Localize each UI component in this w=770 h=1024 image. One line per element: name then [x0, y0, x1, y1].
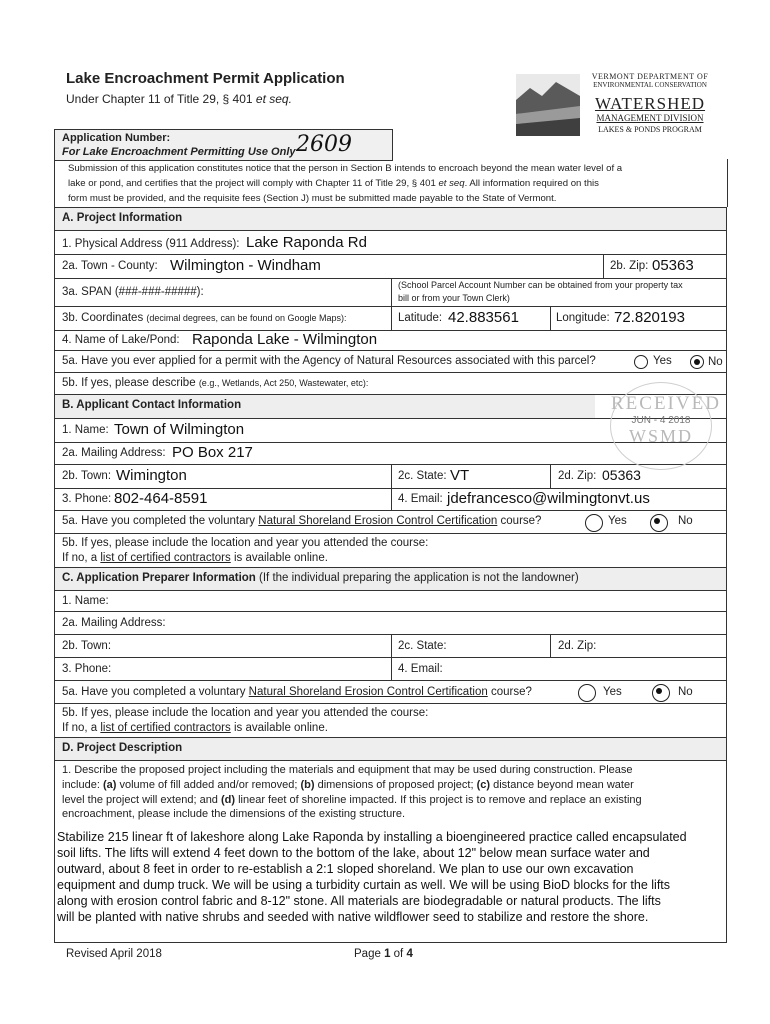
- applicant-email-label: 4. Email:: [398, 493, 443, 505]
- lake-name-value: Raponda Lake - Wilmington: [192, 331, 378, 348]
- preparer-mail-label: 2a. Mailing Address:: [62, 617, 166, 629]
- applicant-state-label: 2c. State:: [398, 470, 447, 482]
- page-number: Page 1 of 4: [354, 948, 413, 960]
- form-title: Lake Encroachment Permit Application: [66, 70, 345, 87]
- received-stamp: RECEIVED JUN - 4 2018 WSMD: [610, 382, 712, 470]
- contractors-link[interactable]: list of certified contractors: [100, 552, 231, 564]
- preparer-certification-yes-label: Yes: [603, 686, 622, 698]
- applicant-certification-no-radio[interactable]: [650, 514, 668, 532]
- coordinates-label: 3b. Coordinates (decimal degrees, can be found on Google Maps):: [62, 312, 347, 324]
- section-b-heading: B. Applicant Contact Information: [62, 399, 242, 411]
- preparer-certification-question: 5a. Have you completed a voluntary Natural Shoreland Erosion Control Certification course?: [62, 686, 532, 698]
- applicant-zip-label: 2d. Zip:: [558, 470, 597, 482]
- anr-permit-no-label: No: [708, 356, 723, 368]
- logo-line-1: VERMONT DEPARTMENT OF: [591, 72, 709, 81]
- preparer-contractors-link[interactable]: list of certified contractors: [100, 722, 231, 734]
- preparer-name-label: 1. Name:: [62, 595, 109, 607]
- section-c-heading: C. Application Preparer Information (If the individual preparing the application is not the landowner): [62, 572, 579, 584]
- preparer-course-location: 5b. If yes, please include the location and year you attended the course:: [62, 707, 429, 719]
- preparer-certification-no-radio[interactable]: [652, 684, 670, 702]
- town-county-value: Wilmington - Windham: [170, 257, 321, 274]
- applicant-name-label: 1. Name:: [62, 424, 109, 436]
- preparer-certification-link[interactable]: Natural Shoreland Erosion Control Certification: [248, 686, 488, 698]
- anr-permit-no-radio[interactable]: [690, 355, 704, 369]
- applicant-certification-yes-label: Yes: [608, 515, 627, 527]
- anr-permit-question: 5a. Have you ever applied for a permit with the Agency of Natural Resources associated with this parcel?: [62, 355, 596, 367]
- applicant-phone-value: 802-464-8591: [114, 490, 208, 507]
- latitude-value: 42.883561: [448, 309, 519, 326]
- application-number-label: Application Number:: [62, 132, 171, 144]
- project-description-instructions: 1. Describe the proposed project including the materials and equipment that may be used during construction. Please include: (a) volume of fill added and/or removed; (b) dimensions of proposed project; (c) distance beyond mean water level the project will extend; and (d) linear feet of shoreline impacted. If this project is to remove and replace an existing encroachment, please include the dimensions of the existing structure.: [62, 764, 642, 821]
- longitude-label: Longitude:: [556, 312, 610, 324]
- logo-line-2: ENVIRONMENTAL CONSERVATION: [593, 81, 707, 89]
- preparer-phone-label: 3. Phone:: [62, 663, 112, 675]
- intro-line-3: form must be provided, and the requisite fees (Section J) must be submitted made payable to the State of Vermont.: [68, 193, 557, 204]
- project-zip-value: 05363: [652, 257, 694, 274]
- applicant-zip-value: 05363: [602, 467, 641, 483]
- preparer-email-label: 4. Email:: [398, 663, 443, 675]
- section-a-heading: A. Project Information: [62, 212, 183, 224]
- lake-name-label: 4. Name of Lake/Pond:: [62, 334, 180, 346]
- applicant-email-value: jdefrancesco@wilmingtonvt.us: [447, 490, 650, 507]
- application-number-value: 2609: [296, 132, 352, 157]
- applicant-phone-label: 3. Phone:: [62, 493, 112, 505]
- longitude-value: 72.820193: [614, 309, 685, 326]
- applicant-mail-value: PO Box 217: [172, 444, 253, 461]
- latitude-label: Latitude:: [398, 312, 443, 324]
- physical-address-value: Lake Raponda Rd: [246, 234, 367, 251]
- anr-permit-describe: 5b. If yes, please describe (e.g., Wetlands, Act 250, Wastewater, etc):: [62, 377, 369, 389]
- applicant-certification-question: 5a. Have you completed the voluntary Natural Shoreland Erosion Control Certification course?: [62, 515, 542, 527]
- use-only-label: For Lake Encroachment Permitting Use Only: [62, 146, 296, 158]
- physical-address-label: 1. Physical Address (911 Address):: [62, 238, 240, 250]
- project-description-answer: Stabilize 215 linear ft of lakeshore along Lake Raponda by installing a bioengineered practice called encapsulated soil lifts. The lifts will extend 4 feet down to the bottom of the lake, about 12" below mean surface water and outward, about 8 feet in order to re-establish a 2:1 sloped shoreland. We plan to use our own excavation equipment and dump truck. We will be using a turbidity curtain as well. We will be using BioD blocks for the lifts along with erosion control fabric and 8-12" stone. All materials are biodegradable or natural products. The lifts will be planted with native shrubs and seeded with native wildflower seed to stabilize and restore the shore.: [57, 830, 687, 924]
- span-note-2: bill or from your Town Clerk): [398, 293, 510, 303]
- intro-line-1: Submission of this application constitutes notice that the person in Section B intends to encroach beyond the mean water level of a: [68, 163, 623, 174]
- preparer-certification-yes-radio[interactable]: [578, 684, 596, 702]
- revised-date: Revised April 2018: [66, 948, 162, 960]
- preparer-certification-no-label: No: [678, 686, 693, 698]
- town-county-label: 2a. Town - County:: [62, 260, 158, 272]
- logo-line-3: WATERSHED: [594, 94, 706, 113]
- applicant-town-label: 2b. Town:: [62, 470, 112, 482]
- preparer-contractors-note: If no, a list of certified contractors is available online.: [62, 722, 328, 734]
- anr-permit-yes-label: Yes: [653, 355, 672, 367]
- span-label: 3a. SPAN (###-###-#####):: [62, 286, 204, 298]
- applicant-certification-no-label: No: [678, 515, 693, 527]
- anr-permit-yes-radio[interactable]: [634, 355, 648, 369]
- span-note-1: (School Parcel Account Number can be obtained from your property tax: [398, 280, 683, 290]
- applicant-certification-yes-radio[interactable]: [585, 514, 603, 532]
- applicant-name-value: Town of Wilmington: [114, 421, 245, 438]
- project-zip-label: 2b. Zip:: [610, 260, 649, 272]
- form-subtitle: Under Chapter 11 of Title 29, § 401 et seq.: [66, 92, 292, 106]
- logo-line-5: LAKES & PONDS PROGRAM: [598, 125, 702, 134]
- applicant-course-location: 5b. If yes, please include the location and year you attended the course:: [62, 537, 429, 549]
- applicant-state-value: VT: [450, 467, 470, 484]
- preparer-zip-label: 2d. Zip:: [558, 640, 597, 652]
- certification-link[interactable]: Natural Shoreland Erosion Control Certification: [258, 515, 498, 527]
- intro-line-2: lake or pond, and certifies that the project will comply with Chapter 11 of Title 29, § 401 et seq. All information required on this: [68, 178, 599, 189]
- mountain-landscape-icon: [516, 74, 580, 136]
- logo-line-4: MANAGEMENT DIVISION: [596, 113, 704, 123]
- applicant-contractors-note: If no, a list of certified contractors is available online.: [62, 552, 328, 564]
- applicant-town-value: Wimington: [116, 467, 187, 484]
- preparer-town-label: 2b. Town:: [62, 640, 112, 652]
- applicant-mail-label: 2a. Mailing Address:: [62, 447, 166, 459]
- preparer-state-label: 2c. State:: [398, 640, 447, 652]
- section-d-heading: D. Project Description: [62, 742, 183, 754]
